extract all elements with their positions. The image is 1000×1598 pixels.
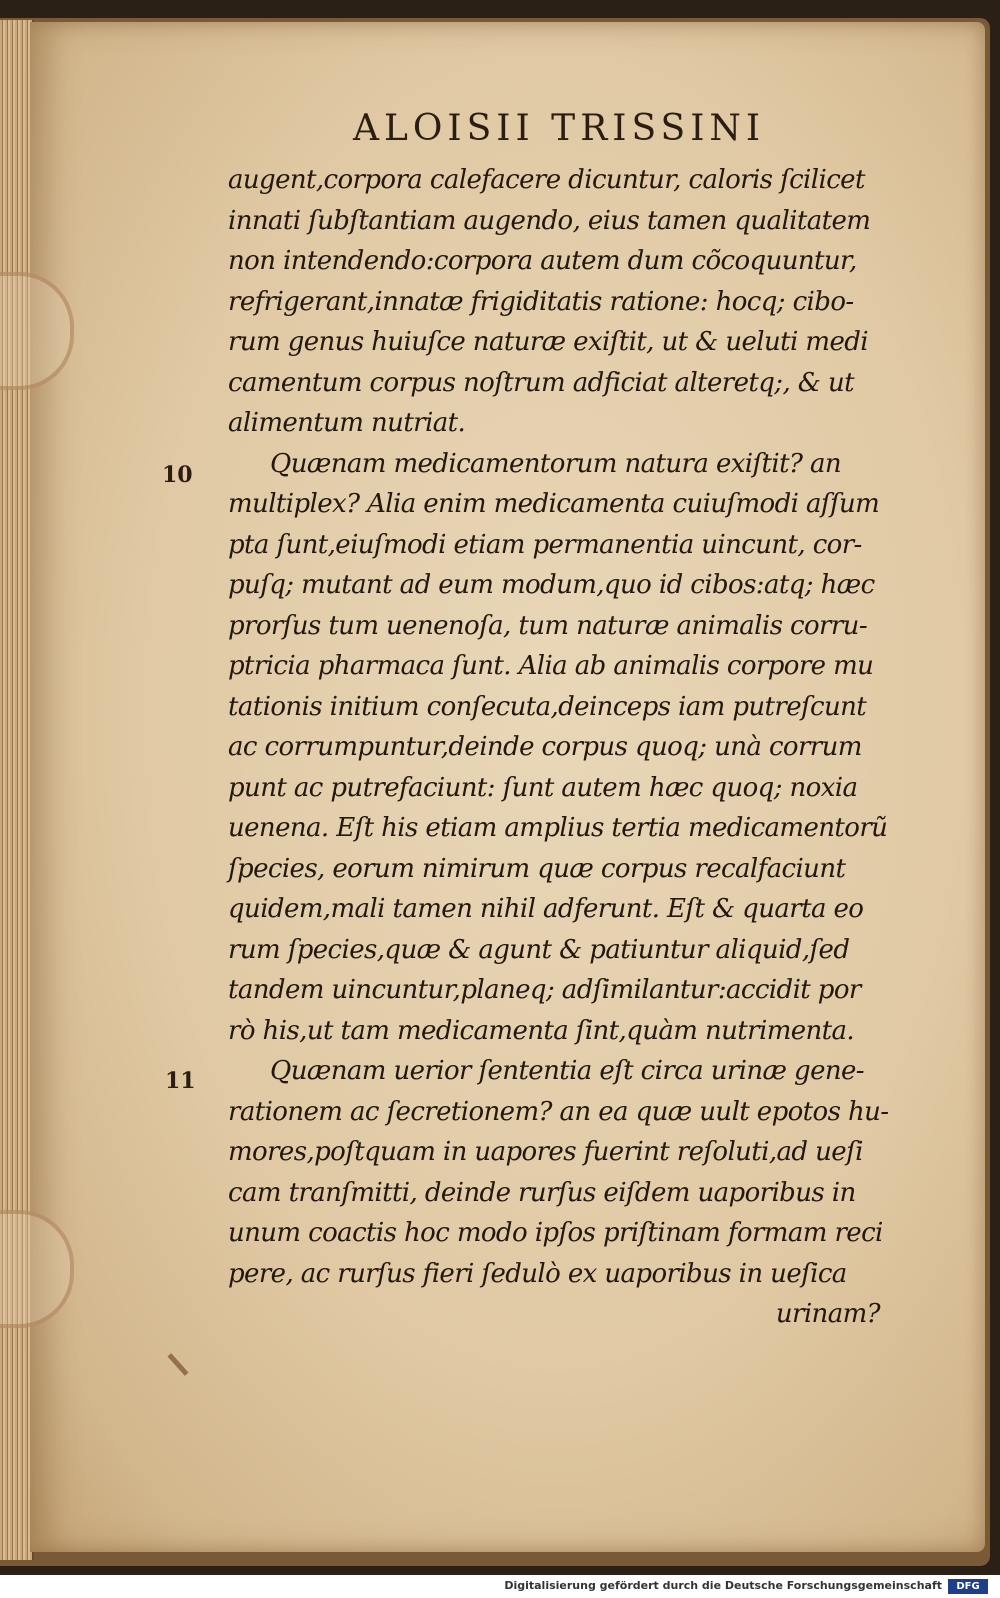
text-line: refrigerant,innatæ frigiditatis ratione: hocq; cibo-	[228, 286, 854, 317]
text-line: alimentum nutriat.	[228, 408, 466, 438]
text-line: rum ſpecies,quæ & agunt & patiuntur aliquid,ſed	[228, 934, 850, 965]
text-line: Quænam uerior ſententia eſt circa urinæ gene-	[270, 1056, 864, 1086]
margin-number-10: 10	[162, 462, 193, 488]
text-line: puſq; mutant ad eum modum,quo id cibos:atq; hæc	[228, 570, 875, 600]
text-line: augent,corpora calefacere dicuntur, caloris ſcilicet	[228, 165, 865, 195]
text-line: Quænam medicamentorum natura exiſtit? an	[270, 448, 841, 479]
text-line: tandem uincuntur,planeq; adſimilantur:accidit por	[228, 975, 861, 1005]
text-line: mores,poſtquam in uapores fuerint reſoluti,ad ueſi	[228, 1137, 863, 1167]
text-line: rum genus huiuſce naturæ exiſtit, ut & ueluti medi	[228, 327, 868, 357]
footer-strip	[0, 1575, 1000, 1598]
text-line: tationis initium conſecuta,deinceps iam putreſcunt	[228, 691, 867, 722]
page-edges	[0, 20, 34, 1560]
text-line: punt ac putrefaciunt: ſunt autem hæc quoq; noxia	[228, 772, 858, 803]
text-line: prorſus tum uenenoſa, tum naturæ animalis corru-	[228, 610, 867, 641]
text-line: ſpecies, eorum nimirum quæ corpus recalfaciunt	[228, 853, 846, 884]
body-text	[228, 160, 890, 1335]
dfg-logo-icon: DFG	[948, 1579, 988, 1594]
text-line: rò his,ut tam medicamenta ſint,quàm nutrimenta.	[228, 1015, 855, 1046]
text-line: non intendendo:corpora autem dum cõcoquuntur,	[228, 246, 857, 276]
text-line: rationem ac ſecretionem? an ea quæ uult epotos hu-	[228, 1096, 889, 1127]
text-line: unum coactis hoc modo ipſos priſtinam formam reci	[228, 1218, 883, 1248]
footer-credit: Digitalisierung gefördert durch die Deutsche Forschungsgemeinschaft	[504, 1579, 942, 1592]
running-head: ALOISII TRISSINI	[353, 108, 766, 149]
text-line: quidem,mali tamen nihil adferunt. Eſt & quarta eo	[228, 894, 864, 924]
text-line: multiplex? Alia enim medicamenta cuiuſmodi aſſum	[228, 489, 880, 519]
text-line: uenena. Eſt his etiam amplius tertia medicamentorũ	[228, 813, 888, 843]
margin-number-11: 11	[165, 1068, 196, 1094]
text-line: camentum corpus noſtrum adficiat alteretq;, & ut	[228, 367, 854, 398]
text-line: ac corrumpuntur,deinde corpus quoq; unà corrum	[228, 732, 862, 762]
text-line: ptricia pharmaca ſunt. Alia ab animalis corpore mu	[228, 651, 874, 681]
text-line: innati ſubſtantiam augendo, eius tamen qualitatem	[228, 205, 871, 236]
text-line: cam tranſmitti, deinde rurſus eiſdem uaporibus in	[228, 1177, 856, 1208]
text-line: pere, ac rurſus fieri ſedulò ex uaporibus in ueſica	[228, 1258, 847, 1289]
text-line: pta ſunt,eiuſmodi etiam permanentia uincunt, cor-	[228, 529, 862, 560]
text-line: urinam?	[775, 1299, 880, 1329]
